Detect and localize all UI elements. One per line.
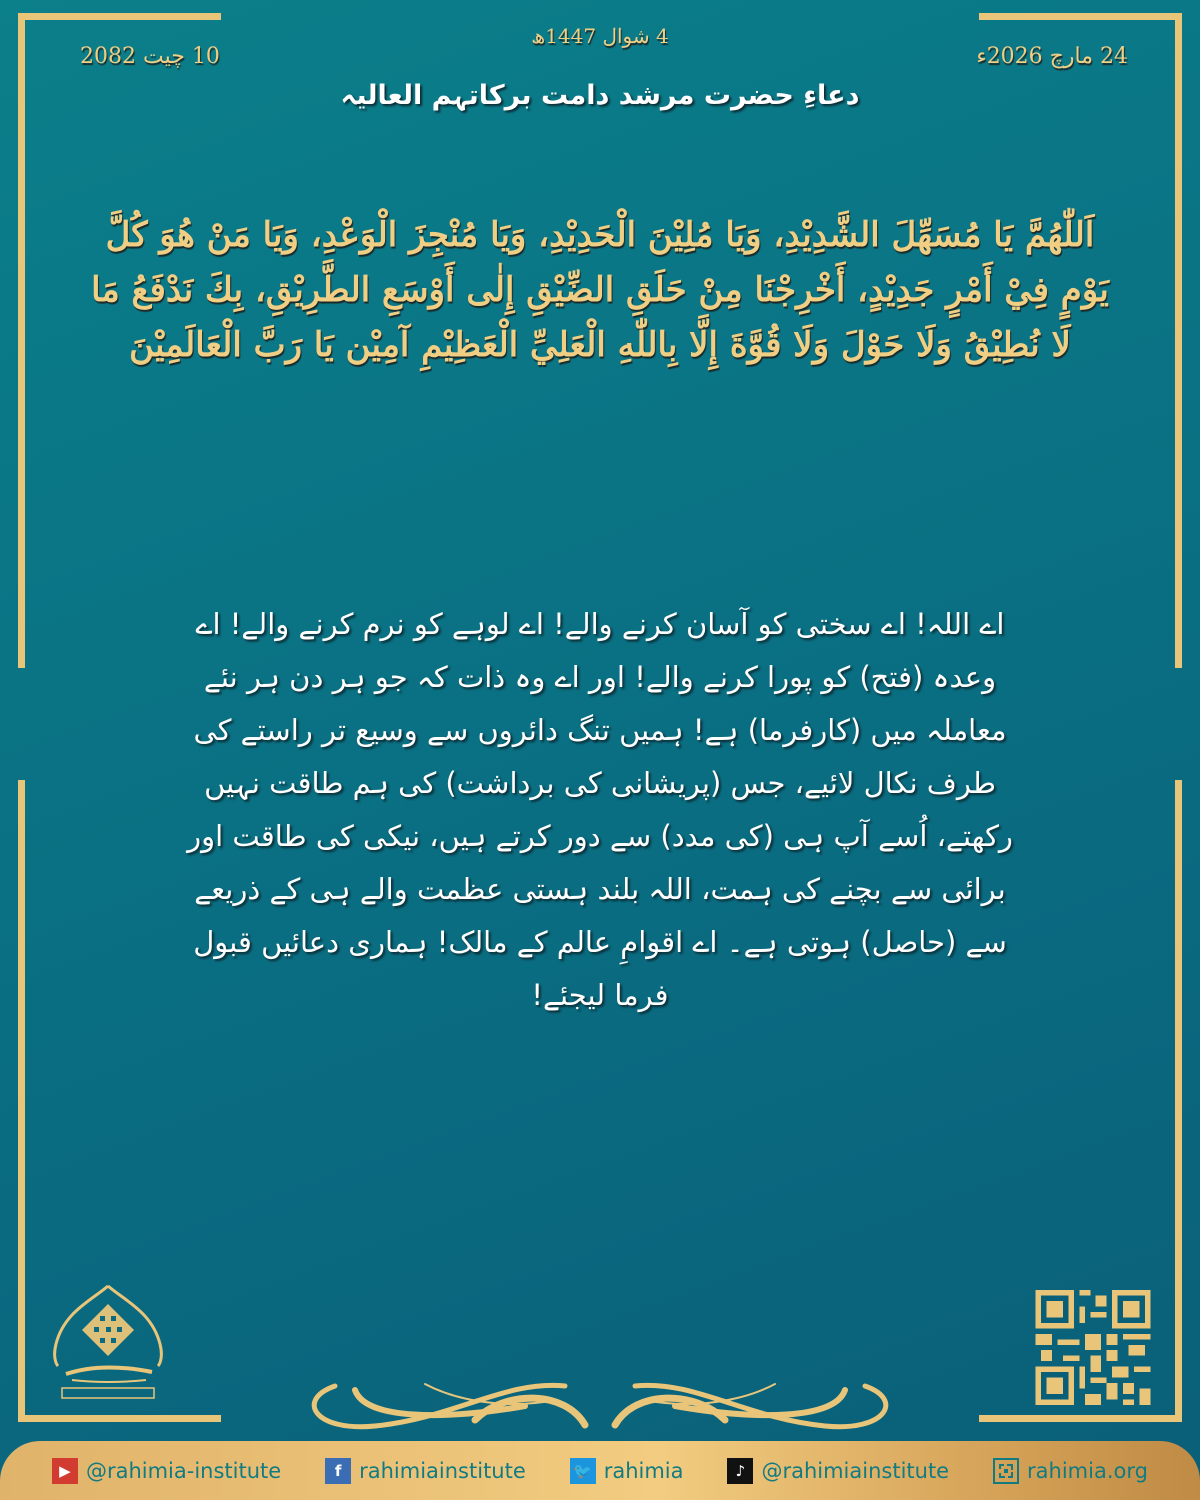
date-gregorian: 24 مارچ 2026ء: [976, 44, 1128, 69]
youtube-icon: ▶: [52, 1458, 78, 1484]
date-hijri: 4 شوال 1447ھ: [531, 24, 669, 48]
youtube-handle: @rahimia-institute: [85, 1458, 282, 1483]
ornament-divider-icon: [305, 1370, 895, 1434]
youtube-link[interactable]: [52, 1458, 281, 1484]
twitter-handle: rahimia: [603, 1458, 684, 1483]
tiktok-handle: @rahimiainstitute: [761, 1458, 950, 1483]
facebook-link[interactable]: [325, 1458, 526, 1484]
twitter-link[interactable]: [570, 1458, 684, 1484]
tiktok-link[interactable]: [727, 1458, 949, 1484]
dua-arabic-text: اَللّٰهُمَّ يَا مُسَهِّلَ الشَّدِيْدِ، وَيَا مُلِيْنَ الْحَدِيْدِ، وَيَا مُنْجِزَ الْوَعْدِ، وَيَا مَنْ هُوَ كُلَّ يَوْمٍ فِيْ أَمْرٍ جَدِيْدٍ، أَخْرِجْنَا مِنْ حَلَقِ الضِّيْقِ إِلٰى أَوْسَعِ الطَّرِيْقِ، بِكَ نَدْفَعُ مَا لَا نُطِيْقُ وَلَا حَوْلَ وَلَا قُوَّةَ إِلَّا بِاللّٰهِ الْعَلِيِّ الْعَظِيْمِ آمِيْن يَا رَبَّ الْعَالَمِيْنَ: [91, 215, 1109, 365]
qr-code[interactable]: [1033, 1290, 1153, 1405]
page-title: دعاءِ حضرت مرشد دامت برکاتہم العالیہ: [340, 80, 860, 111]
tiktok-icon: ♪: [727, 1458, 753, 1484]
facebook-handle: rahimiainstitute: [359, 1458, 526, 1483]
facebook-icon: f: [325, 1458, 351, 1484]
date-bikrami: 10 چیت 2082: [80, 44, 220, 69]
website-url: rahimia.org: [1027, 1458, 1148, 1483]
twitter-icon: 🐦: [570, 1458, 596, 1484]
rahimia-logo-icon: [42, 1282, 174, 1407]
dua-urdu-translation: اے اللہ! اے سختی کو آسان کرنے والے! اے لوہے کو نرم کرنے والے! اے وعدہ (فتح) کو پورا کرنے والے! اور اے وہ ذات کہ جو ہر دن ہر نئے معاملہ میں (کارفرما) ہے! ہمیں تنگ دائروں سے وسیع تر راستے کی طرف نکال لائیے، جس (پریشانی کی برداشت) کی ہم طاقت نہیں رکھتے، اُسے آپ ہی (کی مدد) سے دور کرتے ہیں، نیکی کی طاقت اور برائی سے بچنے کی ہمت، اللہ بلند ہستی عظمت والے ہی کے ذریعے سے (حاصل) ہوتی ہے۔ اے اقوامِ عالم کے مالک! ہماری دعائیں قبول فرما لیجئے!: [187, 607, 1013, 1012]
social-footer: [0, 1441, 1200, 1500]
website-link[interactable]: [993, 1458, 1148, 1484]
website-icon: [993, 1458, 1019, 1484]
